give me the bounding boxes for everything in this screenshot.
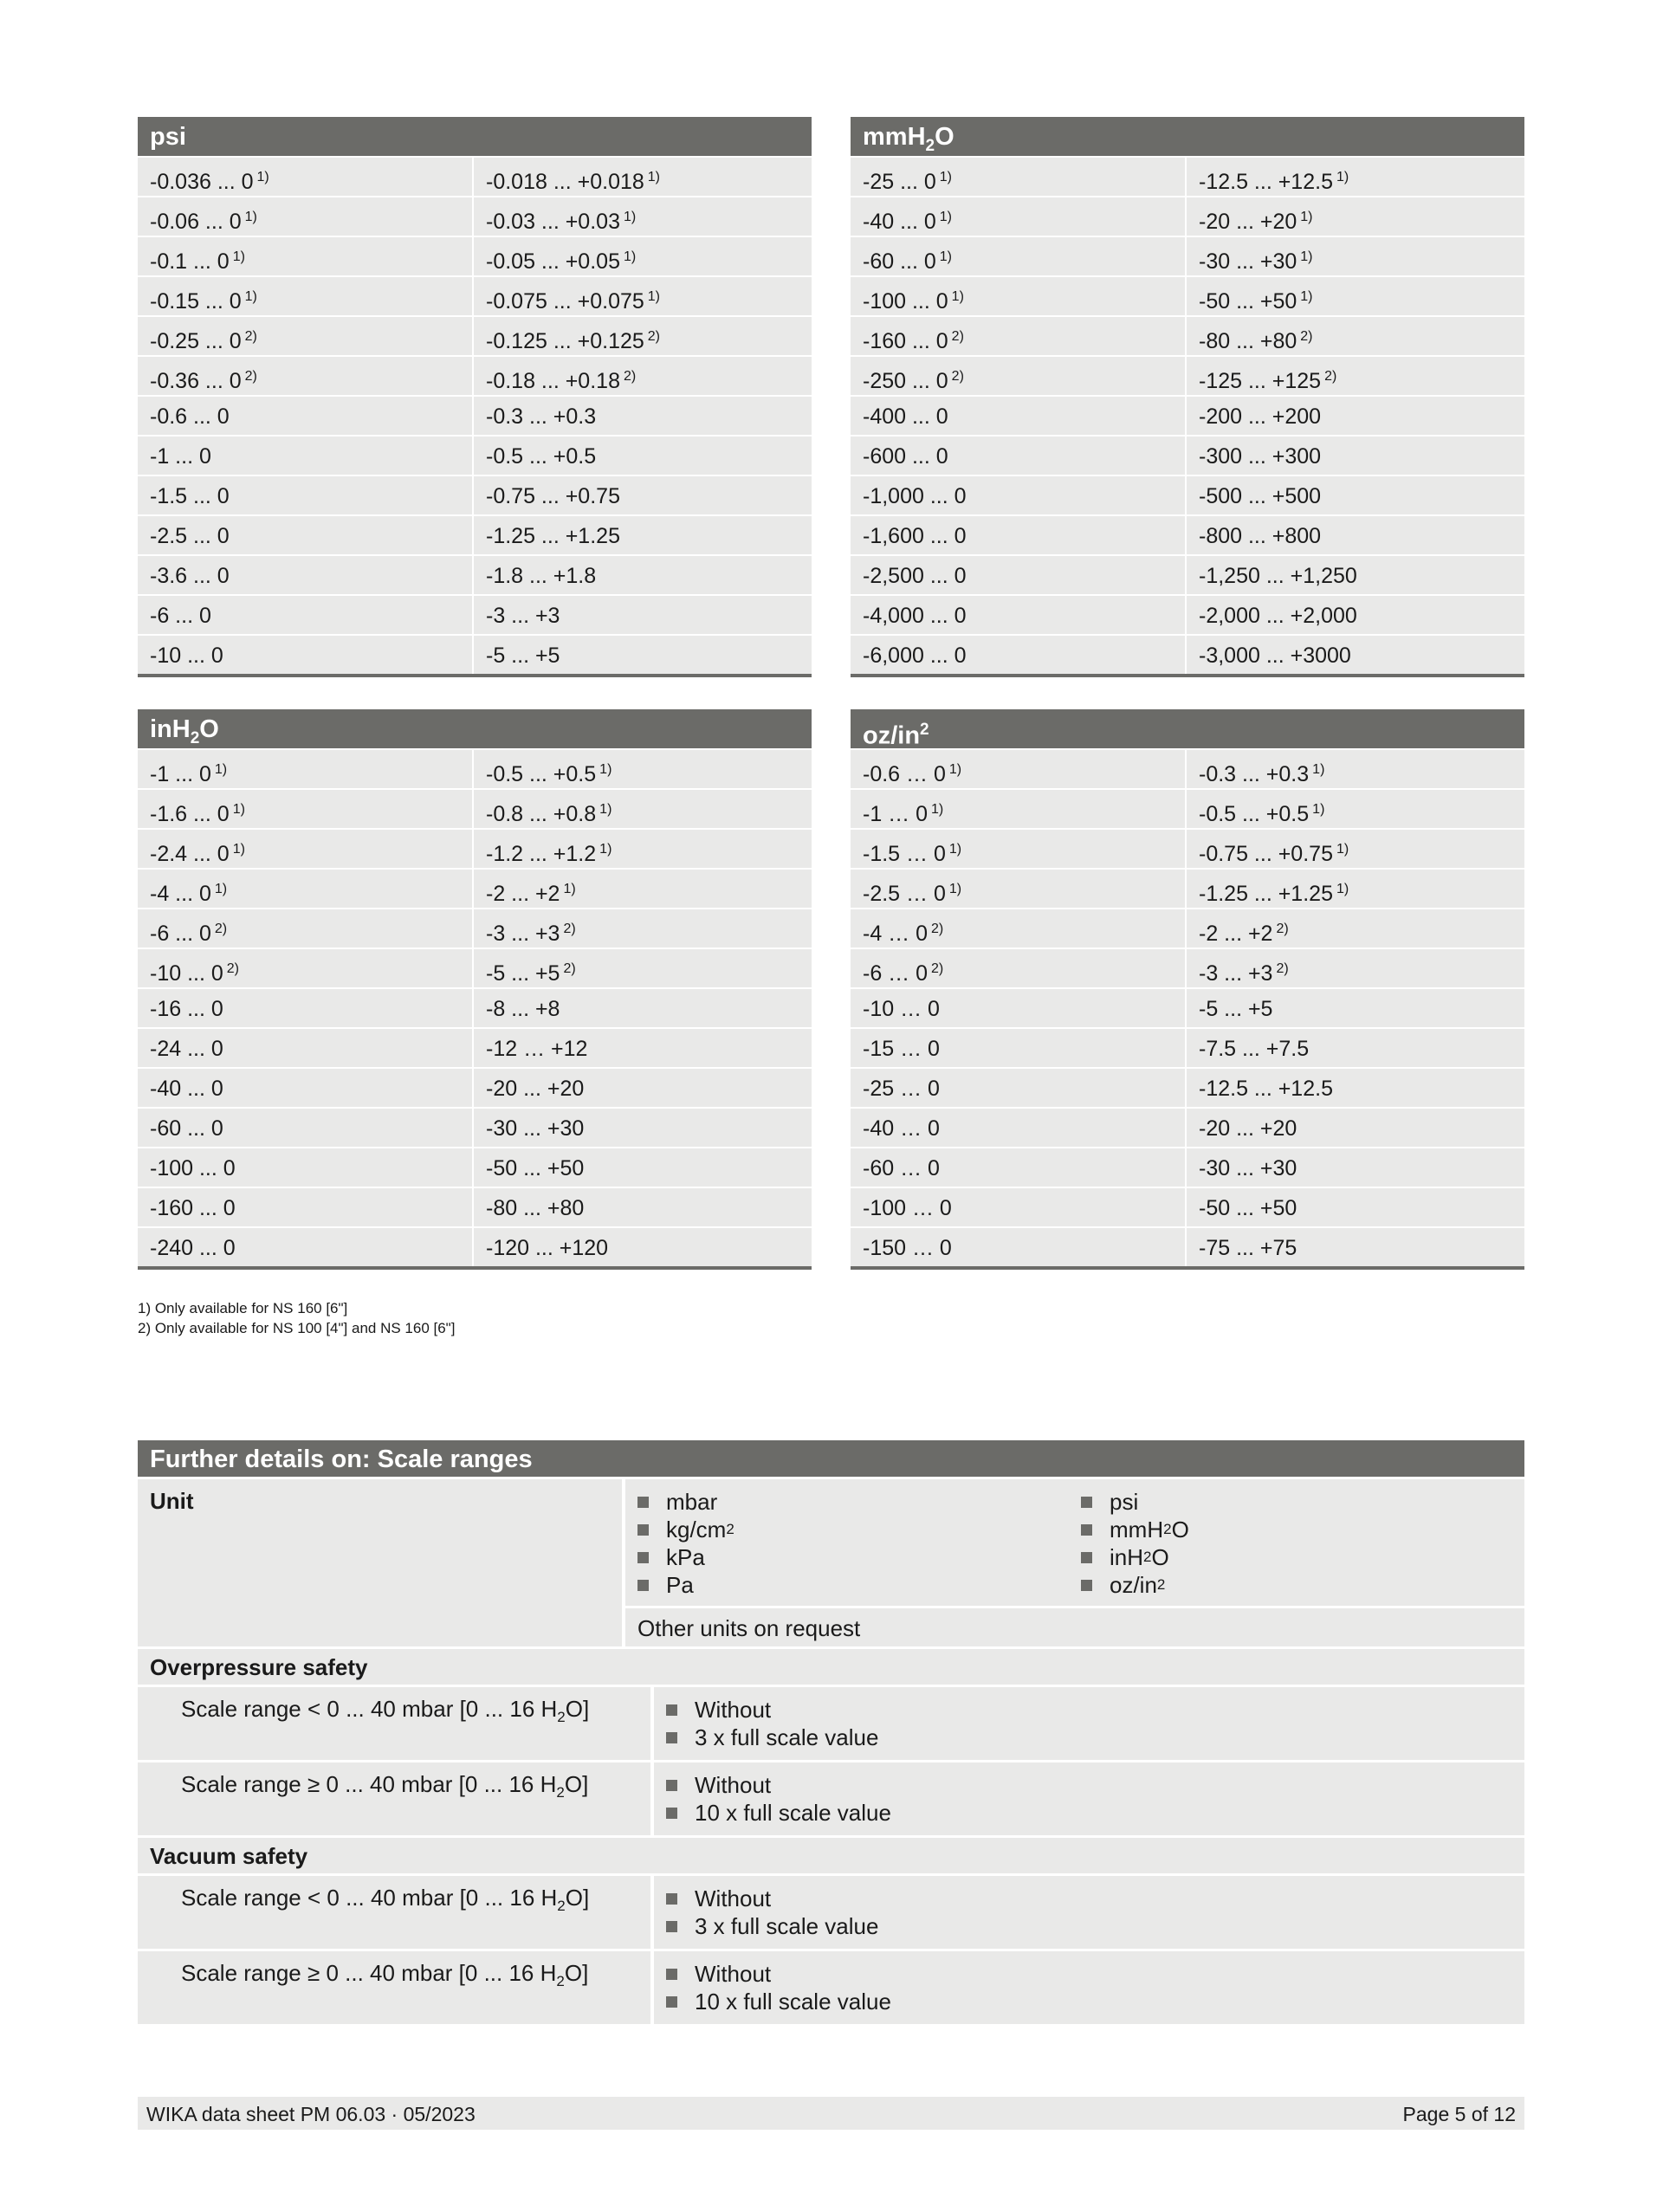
table-cell: -1 ... 0 — [138, 437, 472, 475]
table-cell: -500 ... +500 — [1187, 476, 1524, 514]
table-cell: -40 ... 0 — [138, 1069, 472, 1107]
table-row — [851, 594, 1524, 634]
table-cell: -0.6 ... 0 — [138, 397, 472, 435]
list-item: Pa — [637, 1571, 1081, 1599]
table-cell: -10 ... 0 $^{2)}$ — [138, 949, 472, 987]
bullet-icon — [666, 1780, 677, 1791]
table-row — [138, 788, 812, 828]
bullet-icon — [666, 1808, 677, 1819]
table-row — [138, 748, 812, 788]
table-cell: -160 ... 0 $^{2)}$ — [851, 317, 1185, 355]
table-cell: -24 ... 0 — [138, 1029, 472, 1067]
table-row — [851, 1226, 1524, 1266]
table-row — [138, 1027, 812, 1067]
table-cell: -2 ... +2 $^{2)}$ — [1187, 909, 1524, 948]
table-cell: -4,000 ... 0 — [851, 596, 1185, 634]
ozin2-table — [851, 709, 1524, 1270]
table-cell: -100 … 0 — [851, 1188, 1185, 1226]
table-row — [851, 1027, 1524, 1067]
table-cell: -1.2 ... +1.2 $^{1)}$ — [474, 830, 812, 868]
table-row — [851, 634, 1524, 674]
table-cell: -0.25 ... 0 $^{2)}$ — [138, 317, 472, 355]
table-cell: -75 ... +75 — [1187, 1228, 1524, 1266]
table-cell: -0.125 ... +0.125 $^{2)}$ — [474, 317, 812, 355]
footnote-ref: 1) — [939, 170, 952, 184]
footnote-ref: 1) — [563, 882, 576, 896]
table-row — [851, 788, 1524, 828]
unit-values — [625, 1479, 1524, 1606]
table-cell: -80 ... +80 $^{2)}$ — [1187, 317, 1524, 355]
scale-range-details-table — [138, 1440, 1524, 2024]
mmh2o-table — [851, 117, 1524, 677]
table-cell: -20 ... +20 — [1187, 1109, 1524, 1147]
table-cell: -6 ... 0 $^{2)}$ — [138, 909, 472, 948]
footnote-ref: 2) — [931, 961, 944, 976]
range-label: Scale range ≥ 0 ... 40 mbar [0 ... 16 $H_2O$] — [138, 1951, 650, 2024]
footnote-ref: 1) — [1300, 289, 1313, 304]
list-item: oz/in 2 — [1081, 1571, 1524, 1599]
table-row — [851, 196, 1524, 236]
footnote-ref: 1) — [948, 882, 962, 896]
table-row — [851, 908, 1524, 948]
table-header: psi — [138, 117, 812, 156]
table-cell: -400 ... 0 — [851, 397, 1185, 435]
footnote-ref: 2) — [563, 922, 576, 936]
table-cell: -2.5 … 0 $^{1)}$ — [851, 870, 1185, 908]
table-row — [851, 1107, 1524, 1147]
footnote-ref: 1) — [623, 249, 637, 264]
table-cell: -3 ... +3 $^{2)}$ — [474, 909, 812, 948]
range-label: Scale range < 0 ... 40 mbar [0 ... 16 $H_2O$] — [138, 1876, 650, 1949]
footnote-ref: 2) — [931, 922, 944, 936]
table-row — [138, 554, 812, 594]
bullet-icon — [1081, 1497, 1092, 1508]
table-header: $oz/in^2$ — [851, 709, 1524, 748]
footnote-ref: 1) — [232, 249, 245, 264]
overpressure-label: Overpressure safety — [138, 1649, 1524, 1685]
footnote-ref: 1) — [244, 210, 257, 224]
table-cell: -12 … +12 — [474, 1029, 812, 1067]
table-cell: -300 ... +300 — [1187, 437, 1524, 475]
table-cell: -0.1 ... 0 $^{1)}$ — [138, 237, 472, 275]
table-cell: -5 ... +5 — [474, 636, 812, 674]
overpressure-lt-row — [138, 1687, 1524, 1760]
table-row — [138, 236, 812, 275]
table-cell: -12.5 ... +12.5 $^{1)}$ — [1187, 158, 1524, 196]
table-cell: -2 ... +2 $^{1)}$ — [474, 870, 812, 908]
table-row — [138, 1226, 812, 1266]
inh2o-table — [138, 709, 812, 1270]
table-cell: -2,500 ... 0 — [851, 556, 1185, 594]
bullet-icon — [637, 1552, 649, 1563]
bullet-icon — [666, 1921, 677, 1932]
table-cell: -0.8 ... +0.8 $^{1)}$ — [474, 790, 812, 828]
footnote-ref: 1) — [256, 170, 269, 184]
footnote-ref: 1) — [948, 762, 962, 777]
table-cell: -100 ... 0 $^{1)}$ — [851, 277, 1185, 315]
other-units-note: Other units on request — [625, 1608, 1524, 1646]
table-cell: -0.06 ... 0 $^{1)}$ — [138, 197, 472, 236]
table-row — [851, 1187, 1524, 1226]
footnote-ref: 2) — [951, 329, 964, 344]
table-cell: -600 ... 0 — [851, 437, 1185, 475]
footnote-ref: 2) — [647, 329, 661, 344]
table-row — [851, 868, 1524, 908]
table-row — [851, 828, 1524, 868]
table-cell: -0.036 ... 0 $^{1)}$ — [138, 158, 472, 196]
table-row — [851, 156, 1524, 196]
table-row — [851, 948, 1524, 987]
table-row — [851, 435, 1524, 475]
list-item: Without — [666, 1771, 1524, 1799]
list-item: kPa — [637, 1543, 1081, 1571]
bullet-icon — [666, 1893, 677, 1905]
table-row — [138, 435, 812, 475]
table-row — [138, 868, 812, 908]
list-item: mbar — [637, 1488, 1081, 1516]
footnote-ref: 1) — [1336, 842, 1349, 857]
table-cell: -2.5 ... 0 — [138, 516, 472, 554]
table-cell: -8 ... +8 — [474, 989, 812, 1027]
table-row — [138, 1107, 812, 1147]
table-cell: -60 … 0 — [851, 1148, 1185, 1187]
table-cell: -0.03 ... +0.03 $^{1)}$ — [474, 197, 812, 236]
table-row — [138, 908, 812, 948]
table-cell: -5 ... +5 — [1187, 989, 1524, 1027]
table-cell: -1,000 ... 0 — [851, 476, 1185, 514]
unit-list-left — [637, 1488, 1081, 1599]
table-row — [138, 475, 812, 514]
bullet-icon — [637, 1497, 649, 1508]
table-cell: -1.25 ... +1.25 — [474, 516, 812, 554]
table-cell: -0.75 ... +0.75 $^{1)}$ — [1187, 830, 1524, 868]
list-item: 3 x full scale value — [666, 1912, 1524, 1940]
footnote-ref: 1) — [647, 170, 661, 184]
table-cell: -50 ... +50 $^{1)}$ — [1187, 277, 1524, 315]
table-header: mmH$_2$O — [851, 117, 1524, 156]
footnote-ref: 1) — [948, 842, 962, 857]
overpressure-ge-row — [138, 1762, 1524, 1835]
table-cell: -0.5 ... +0.5 — [474, 437, 812, 475]
table-row — [138, 1147, 812, 1187]
table-row — [138, 514, 812, 554]
table-cell: -10 ... 0 — [138, 636, 472, 674]
table-cell: -50 ... +50 — [474, 1148, 812, 1187]
footnote-ref: 2) — [1276, 961, 1289, 976]
table-row — [138, 196, 812, 236]
table-cell: -0.15 ... 0 $^{1)}$ — [138, 277, 472, 315]
table-cell: -15 … 0 — [851, 1029, 1185, 1067]
table-cell: -6 ... 0 — [138, 596, 472, 634]
table-cell: -10 … 0 — [851, 989, 1185, 1027]
footnote-ref: 1) — [951, 289, 964, 304]
table-cell: -4 … 0 $^{2)}$ — [851, 909, 1185, 948]
table-row — [138, 1067, 812, 1107]
details-header: Further details on: Scale ranges — [138, 1440, 1524, 1477]
bullet-icon — [1081, 1524, 1092, 1536]
table-cell: -30 ... +30 $^{1)}$ — [1187, 237, 1524, 275]
psi-table — [138, 117, 812, 677]
vacuum-label: Vacuum safety — [138, 1838, 1524, 1873]
table-row — [851, 554, 1524, 594]
table-cell: -0.6 … 0 $^{1)}$ — [851, 750, 1185, 788]
table-row — [138, 355, 812, 395]
bullet-icon — [1081, 1580, 1092, 1591]
table-cell: -25 … 0 — [851, 1069, 1185, 1107]
list-item: 10 x full scale value — [666, 1799, 1524, 1827]
table-cell: -3 ... +3 $^{2)}$ — [1187, 949, 1524, 987]
table-cell: -12.5 ... +12.5 — [1187, 1069, 1524, 1107]
table-row — [851, 1067, 1524, 1107]
range-label: Scale range < 0 ... 40 mbar [0 ... 16 $H_2O$] — [138, 1687, 650, 1760]
bullet-icon — [1081, 1552, 1092, 1563]
footnote-ref: 1) — [214, 882, 228, 896]
table-cell: -3 ... +3 — [474, 596, 812, 634]
footnote-ref: 2) — [226, 961, 239, 976]
table-cell: -1 ... 0 $^{1)}$ — [138, 750, 472, 788]
footnote-ref: 1) — [232, 802, 245, 817]
footnote-ref: 2) — [951, 369, 964, 384]
list-item: 10 x full scale value — [666, 1988, 1524, 2015]
table-cell: -120 ... +120 — [474, 1228, 812, 1266]
footer-page-number: Page 5 of 12 — [1402, 2103, 1516, 2125]
unit-row — [138, 1479, 1524, 1646]
table-cell: -1.6 ... 0 $^{1)}$ — [138, 790, 472, 828]
overpressure-row — [138, 1649, 1524, 1685]
table-cell: -240 ... 0 — [138, 1228, 472, 1266]
footnote-ref: 1) — [244, 289, 257, 304]
footnote-ref: 1) — [623, 210, 637, 224]
table-cell: -60 ... 0 $^{1)}$ — [851, 237, 1185, 275]
table-row — [851, 987, 1524, 1027]
table-cell: -20 ... +20 — [474, 1069, 812, 1107]
unit-list-right — [1081, 1488, 1524, 1599]
table-cell: -40 ... 0 $^{1)}$ — [851, 197, 1185, 236]
table-cell: -800 ... +800 — [1187, 516, 1524, 554]
table-cell: -160 ... 0 — [138, 1188, 472, 1226]
range-options — [654, 1951, 1524, 2024]
table-cell: -40 … 0 — [851, 1109, 1185, 1147]
footnote-2: 2) Only available for NS 100 [4"] and NS 160 [6"] — [138, 1320, 456, 1336]
vacuum-ge-row — [138, 1951, 1524, 2024]
footnote-ref: 1) — [931, 802, 944, 817]
table-cell: -0.05 ... +0.05 $^{1)}$ — [474, 237, 812, 275]
table-cell: -6,000 ... 0 — [851, 636, 1185, 674]
table-cell: -125 ... +125 $^{2)}$ — [1187, 357, 1524, 395]
footnote-ref: 1) — [939, 210, 952, 224]
table-row — [138, 156, 812, 196]
footnote-ref: 1) — [599, 842, 612, 857]
table-cell: -0.5 ... +0.5 $^{1)}$ — [1187, 790, 1524, 828]
range-label: Scale range ≥ 0 ... 40 mbar [0 ... 16 $H_2O$] — [138, 1762, 650, 1835]
table-cell: -5 ... +5 $^{2)}$ — [474, 949, 812, 987]
table-cell: -30 ... +30 — [1187, 1148, 1524, 1187]
footnote-ref: 2) — [1276, 922, 1289, 936]
footnote-ref: 1) — [1336, 170, 1349, 184]
table-cell: -2,000 ... +2,000 — [1187, 596, 1524, 634]
table-cell: -20 ... +20 $^{1)}$ — [1187, 197, 1524, 236]
footnote-ref: 1) — [599, 802, 612, 817]
list-item: kg/cm 2 — [637, 1516, 1081, 1543]
table-cell: -2.4 ... 0 $^{1)}$ — [138, 830, 472, 868]
table-row — [851, 315, 1524, 355]
footnote-ref: 2) — [244, 329, 257, 344]
list-item: Without — [666, 1696, 1524, 1724]
table-cell: -0.3 ... +0.3 $^{1)}$ — [1187, 750, 1524, 788]
table-cell: -200 ... +200 — [1187, 397, 1524, 435]
table-row — [851, 275, 1524, 315]
bullet-icon — [666, 1732, 677, 1743]
list-item: inH 2 O — [1081, 1543, 1524, 1571]
list-item: Without — [666, 1885, 1524, 1912]
table-row — [138, 395, 812, 435]
table-cell: -1.8 ... +1.8 — [474, 556, 812, 594]
table-cell: -3,000 ... +3000 — [1187, 636, 1524, 674]
table-cell: -1.5 … 0 $^{1)}$ — [851, 830, 1185, 868]
table-row — [138, 594, 812, 634]
bullet-icon — [637, 1580, 649, 1591]
footnote-ref: 1) — [1336, 882, 1349, 896]
bullet-icon — [666, 1704, 677, 1716]
table-cell: -1.5 ... 0 — [138, 476, 472, 514]
footnote-ref: 1) — [232, 842, 245, 857]
footnote-ref: 2) — [214, 922, 228, 936]
range-options — [654, 1876, 1524, 1949]
table-row — [851, 355, 1524, 395]
bullet-icon — [637, 1524, 649, 1536]
table-cell: -7.5 ... +7.5 — [1187, 1029, 1524, 1067]
table-cell: -0.5 ... +0.5 $^{1)}$ — [474, 750, 812, 788]
list-item: Without — [666, 1960, 1524, 1988]
table-cell: -50 ... +50 — [1187, 1188, 1524, 1226]
table-cell: -6 … 0 $^{2)}$ — [851, 949, 1185, 987]
table-row — [138, 634, 812, 674]
table-cell: -60 ... 0 — [138, 1109, 472, 1147]
table-row — [851, 236, 1524, 275]
footnote-ref: 2) — [1300, 329, 1313, 344]
table-cell: -30 ... +30 — [474, 1109, 812, 1147]
table-cell: -150 … 0 — [851, 1228, 1185, 1266]
footnote-ref: 2) — [244, 369, 257, 384]
footnote-ref: 2) — [623, 369, 637, 384]
footnote-ref: 1) — [939, 249, 952, 264]
footnotes — [138, 1298, 455, 1338]
table-row — [138, 315, 812, 355]
range-options — [654, 1762, 1524, 1835]
footnote-ref: 1) — [1312, 762, 1325, 777]
unit-label: Unit — [138, 1479, 622, 1646]
table-cell: -16 ... 0 — [138, 989, 472, 1027]
vacuum-lt-row — [138, 1876, 1524, 1949]
bullet-icon — [666, 1969, 677, 1980]
table-cell: -1,600 ... 0 — [851, 516, 1185, 554]
footnote-ref: 2) — [563, 961, 576, 976]
table-row — [851, 748, 1524, 788]
table-row — [851, 395, 1524, 435]
table-cell: -0.18 ... +0.18 $^{2)}$ — [474, 357, 812, 395]
list-item: mmH 2 O — [1081, 1516, 1524, 1543]
table-row — [138, 948, 812, 987]
range-options — [654, 1687, 1524, 1760]
table-cell: -80 ... +80 — [474, 1188, 812, 1226]
footnote-ref: 1) — [1300, 249, 1313, 264]
table-row — [138, 275, 812, 315]
footnote-ref: 1) — [1312, 802, 1325, 817]
table-cell: -1.25 ... +1.25 $^{1)}$ — [1187, 870, 1524, 908]
footnote-ref: 1) — [214, 762, 228, 777]
table-row — [851, 514, 1524, 554]
table-row — [138, 987, 812, 1027]
footnote-1: 1) Only available for NS 160 [6"] — [138, 1300, 348, 1316]
table-cell: -0.36 ... 0 $^{2)}$ — [138, 357, 472, 395]
table-row — [138, 1187, 812, 1226]
footnote-ref: 1) — [1300, 210, 1313, 224]
page-footer — [138, 2097, 1524, 2130]
table-cell: -0.075 ... +0.075 $^{1)}$ — [474, 277, 812, 315]
table-cell: -0.3 ... +0.3 — [474, 397, 812, 435]
table-row — [851, 1147, 1524, 1187]
footnote-ref: 2) — [1324, 369, 1337, 384]
table-cell: -4 ... 0 $^{1)}$ — [138, 870, 472, 908]
bullet-icon — [666, 1996, 677, 2008]
footnote-ref: 1) — [599, 762, 612, 777]
footer-document-id: WIKA data sheet PM 06.03 · 05/2023 — [146, 2103, 476, 2125]
table-cell: -0.018 ... +0.018 $^{1)}$ — [474, 158, 812, 196]
table-cell: -250 ... 0 $^{2)}$ — [851, 357, 1185, 395]
table-cell: -100 ... 0 — [138, 1148, 472, 1187]
table-cell: -0.75 ... +0.75 — [474, 476, 812, 514]
table-cell: -1,250 ... +1,250 — [1187, 556, 1524, 594]
table-row — [138, 828, 812, 868]
table-header: inH$_2$O — [138, 709, 812, 748]
list-item: 3 x full scale value — [666, 1724, 1524, 1751]
table-cell: -25 ... 0 $^{1)}$ — [851, 158, 1185, 196]
table-cell: -3.6 ... 0 — [138, 556, 472, 594]
vacuum-row — [138, 1838, 1524, 1873]
list-item: psi — [1081, 1488, 1524, 1516]
table-row — [851, 475, 1524, 514]
table-cell: -1 … 0 $^{1)}$ — [851, 790, 1185, 828]
footnote-ref: 1) — [647, 289, 661, 304]
